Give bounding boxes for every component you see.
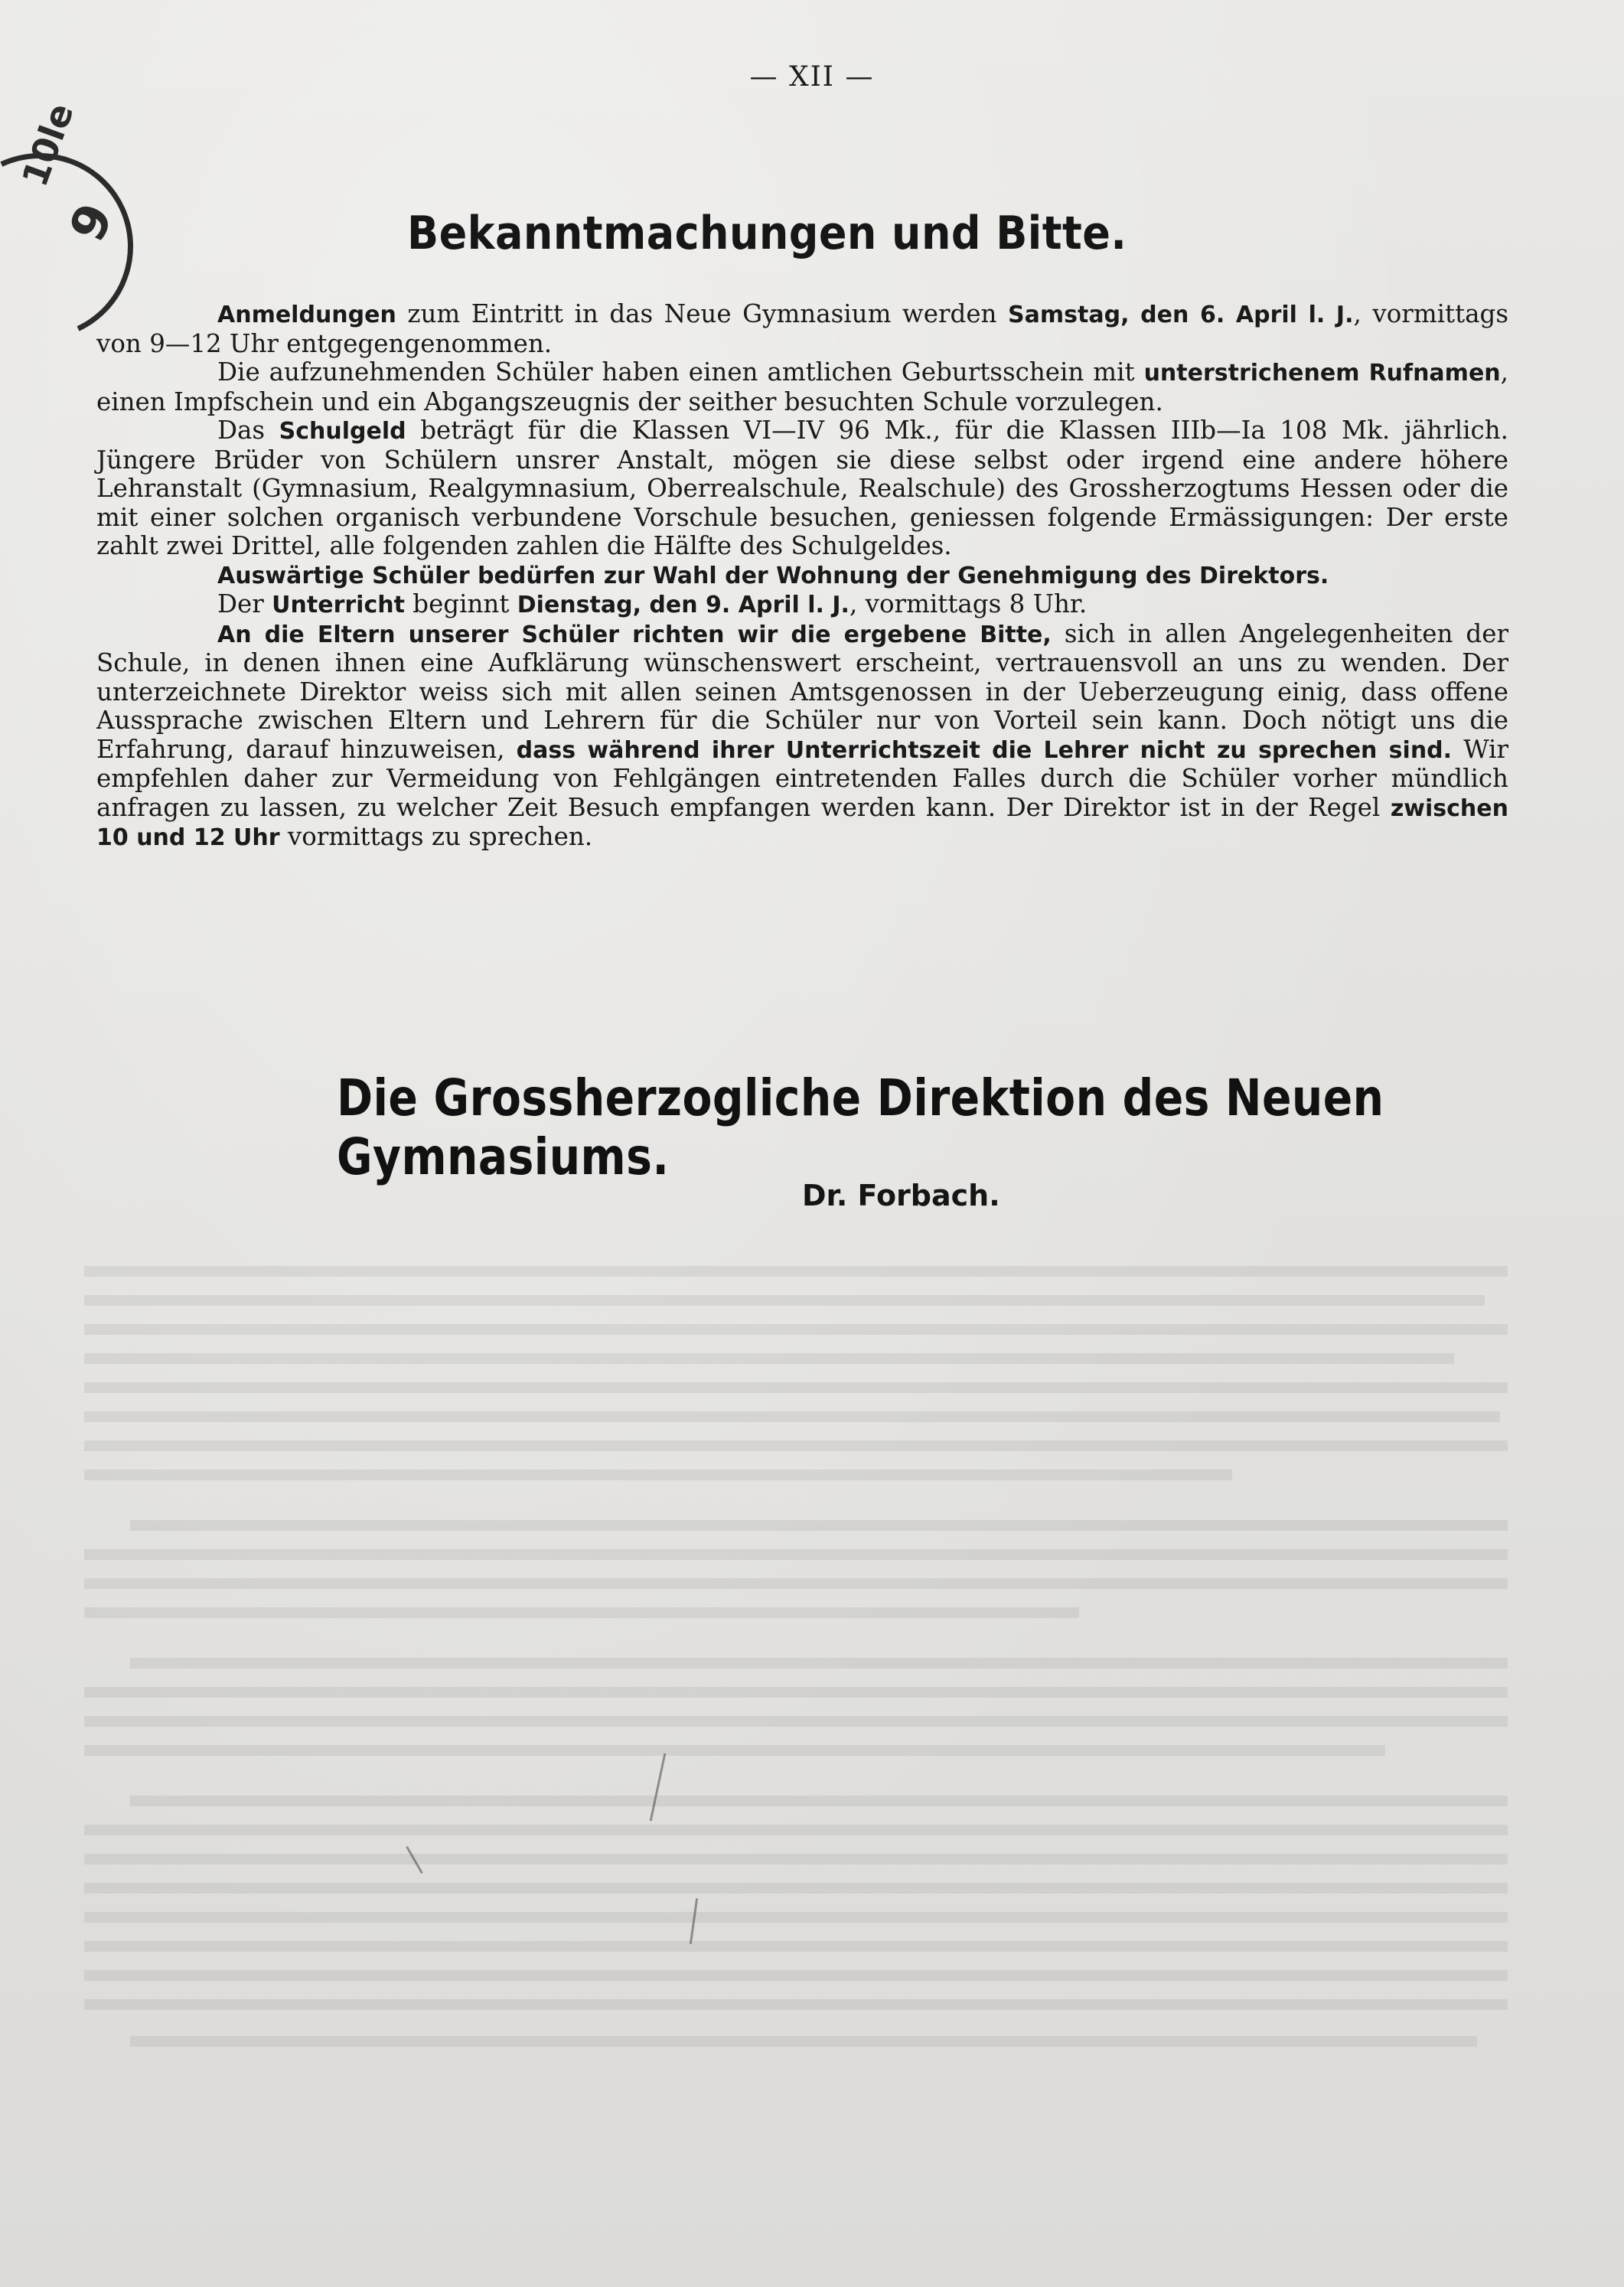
paper-crease [650, 1754, 667, 1822]
bleed-lines-graphic [84, 1255, 1523, 2174]
text-bold: Auswärtige Schüler bedürfen zur Wahl der Wohnung der Genehmigung des Direktors. [217, 562, 1329, 589]
text-run: sich in allen Angelegenheiten der Schule, in denen ihnen eine Aufklärung wünschenswert erscheint, vertrauensvoll an uns zu wenden. Der unterzeichnete Direktor weiss sich mit allen seinen Amtsgenossen in der Ueberzeugung einig, dass offene Aussprache zwischen Eltern und Lehrern für die Schüler nur von Vorteil sein kann. Doch nötigt uns die Erfahrung, darauf hinzuweisen, [96, 618, 1508, 764]
reverse-side-bleed-through [84, 1202, 1523, 2207]
text-run: , einen Impfschein und ein Abgangszeugnis der seither besuchten Schule vorzulegen. [96, 357, 1508, 416]
text-run: vormittags zu sprechen. [279, 822, 593, 851]
paragraph-school-fees [96, 416, 1508, 561]
text-bold: Anmeldungen [217, 302, 396, 328]
signature-name: Dr. Forbach. [802, 1179, 1000, 1212]
text-bold: dass während ihrer Unterrichtszeit die Lehrer nicht zu sprechen sind. [516, 736, 1453, 764]
text-run: beträgt für die Klassen VI—IV 96 Mk., für die Klassen IIIb—Ia 108 Mk. jährlich. Jüngere Brüder von Schülern unsrer Anstalt, mögen sie diese selbst oder irgend eine andere höhere Lehranstalt (Gymnasium, Realgymnasium, Oberrealschule, Realschule) des Grossherzogtums Hessen oder die mit einer solchen organisch verbundene Vorschule besuchen, geniessen folgende Ermässigungen: Der erste zahlt zwei Drittel, alle folgenden zahlen die Hälfte des Schulgeldes. [96, 416, 1508, 560]
text-bold: unterstrichenem Rufnamen [1143, 360, 1501, 387]
text-run: beginnt [404, 589, 517, 618]
announcement-body [96, 300, 1508, 853]
archive-stamp-number: 9 [59, 195, 126, 250]
text-bold: An die Eltern unserer Schüler richten wir die ergebene Bitte, [217, 621, 1052, 648]
text-run: Der [217, 589, 272, 618]
paragraph-external-students [96, 561, 1508, 591]
archive-stamp-text: 10le [14, 97, 82, 192]
text-run: , vormittags von 9—12 Uhr entgegengenommen. [96, 299, 1509, 358]
signature-organization: Die Grossherzogliche Direktion des Neuen Gymnasiums. [337, 1068, 1384, 1186]
page-number: — XII — [749, 61, 875, 93]
paragraph-request-to-parents [96, 620, 1508, 853]
text-run: , vormittags 8 Uhr. [849, 589, 1088, 618]
paper-crease [406, 1846, 423, 1874]
text-run: zum Eintritt in das Neue Gymnasium werden [396, 299, 1009, 328]
paragraph-lessons-start [96, 590, 1508, 620]
page-title: Bekanntmachungen und Bitte. [407, 207, 1127, 260]
paper-crease [690, 1898, 698, 1944]
paragraph-documents [96, 358, 1508, 416]
text-bold: Samstag, den 6. April l. J. [1008, 302, 1354, 328]
paragraph-registration [96, 300, 1508, 358]
text-bold: zwischen 10 und 12 Uhr [96, 794, 1508, 851]
text-run: Das [217, 416, 279, 445]
text-run: Die aufzunehmenden Schüler haben einen amtlichen Geburtsschein mit [217, 357, 1144, 387]
text-bold: Schulgeld [279, 418, 406, 445]
text-bold: Dienstag, den 9. April l. J. [517, 592, 850, 618]
text-bold: Unterricht [272, 592, 405, 618]
text-run: Wir empfehlen daher zur Vermeidung von Fehlgängen eintretenden Falles durch die Schüler vorher mündlich anfragen zu lassen, zu welcher Zeit Besuch empfangen werden kann. Der Direktor ist in der Regel [96, 734, 1508, 822]
